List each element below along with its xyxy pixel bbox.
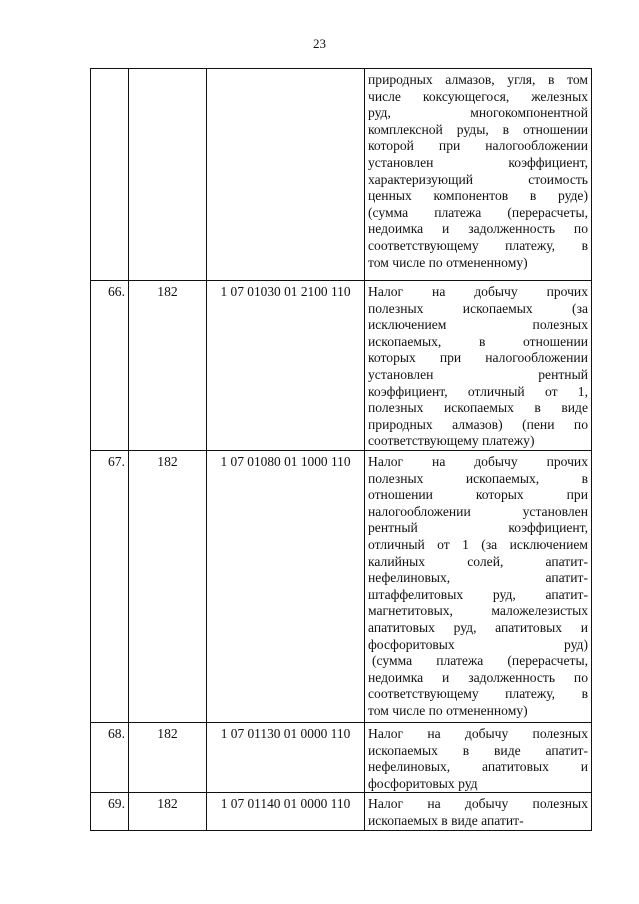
administrator-code-cell: 182 <box>129 281 207 451</box>
description-line: рентный коэффициент, <box>368 520 588 536</box>
description-line: налогообложении установлен <box>368 503 588 519</box>
description-cell <box>365 793 592 830</box>
budget-classification-code-cell: 1 07 01030 01 2100 110 <box>207 281 365 451</box>
administrator-code-cell: 182 <box>129 723 207 793</box>
description-line: отношении которых при <box>368 487 588 503</box>
description-line: Налог на добычу прочих <box>368 454 588 469</box>
budget-classification-code-cell: 1 07 01140 01 0000 110 <box>207 793 365 830</box>
table-row <box>91 281 592 451</box>
description-line: Налог на добычу полезных <box>368 796 588 812</box>
description-line: нефелиновых, апатитовых и <box>368 759 588 775</box>
description-line: которых при налогообложении <box>368 350 588 366</box>
description-line: недоимка и задолженность по <box>368 669 588 685</box>
description-line: отличный от 1 (за исключением <box>368 536 588 552</box>
description-line: полезных ископаемых (за <box>368 300 588 316</box>
description-line: соответствующему платежу, в <box>368 237 588 253</box>
description-cell <box>365 723 592 793</box>
description-line: магнетитовых, маложелезистых <box>368 603 588 619</box>
administrator-code-cell: 182 <box>129 793 207 830</box>
table-row <box>91 69 592 281</box>
description-line: которой при налогообложении <box>368 138 588 154</box>
budget-classification-code-cell <box>207 69 365 281</box>
row-number-cell: 66. <box>91 281 129 451</box>
description-line: комплексной руды, в отношении <box>368 121 588 137</box>
row-number-cell: 68. <box>91 723 129 793</box>
description-line: Налог на добычу полезных <box>368 726 588 741</box>
description-line: ископаемых в виде апатит- <box>368 742 588 758</box>
description-cell <box>365 281 592 451</box>
description-line: полезных ископаемых в виде <box>368 400 588 416</box>
description-line: фосфоритовых руд <box>368 775 478 791</box>
description-line: (сумма платежа (перерасчеты, <box>372 653 588 669</box>
revenue-codes-table <box>90 68 592 831</box>
description-line: установлен рентный <box>368 366 588 382</box>
description-line: установлен коэффициент, <box>368 154 588 170</box>
description-line: природных алмазов) (пени по <box>368 416 588 432</box>
description-line: нефелиновых, апатит- <box>368 570 588 586</box>
table-row <box>91 793 592 830</box>
description-line: исключением полезных <box>368 317 588 333</box>
description-line: ископаемых, в отношении <box>368 333 588 349</box>
administrator-code-cell <box>129 69 207 281</box>
row-number-cell: 69. <box>91 793 129 830</box>
description-line: апатитовых руд, апатитовых и <box>368 619 588 635</box>
description-line: фосфоритовых руд) <box>368 636 588 652</box>
description-line: штаффелитовых руд, апатит- <box>368 586 588 602</box>
budget-classification-code-cell: 1 07 01080 01 1000 110 <box>207 451 365 723</box>
description-line: том числе по отмененному) <box>368 254 528 270</box>
description-line: коэффициент, отличный от 1, <box>368 383 588 399</box>
row-number-cell: 67. <box>91 451 129 723</box>
description-line: числе коксующегося, железных <box>368 88 588 104</box>
table-row <box>91 723 592 793</box>
description-line: полезных ископаемых, в <box>368 470 588 486</box>
description-line: ценных компонентов в руде) <box>368 188 588 204</box>
row-number-cell <box>91 69 129 281</box>
description-line: ископаемых в виде апатит- <box>368 812 524 828</box>
description-line: (сумма платежа (перерасчеты, <box>368 204 588 220</box>
budget-classification-code-cell: 1 07 01130 01 0000 110 <box>207 723 365 793</box>
description-line: руд, многокомпонентной <box>368 105 588 121</box>
table-row <box>91 451 592 723</box>
description-line: калийных солей, апатит- <box>368 553 588 569</box>
description-line: соответствующему платежу, в <box>368 686 588 702</box>
description-line: характеризующий стоимость <box>368 171 588 187</box>
description-line: недоимка и задолженность по <box>368 221 588 237</box>
description-line: соответствующему платежу) <box>368 433 535 449</box>
description-line: природных алмазов, угля, в том <box>368 72 588 87</box>
description-line: Налог на добычу прочих <box>368 284 588 299</box>
description-line: том числе по отмененному) <box>368 702 528 718</box>
description-cell <box>365 451 592 723</box>
description-cell <box>365 69 592 281</box>
administrator-code-cell: 182 <box>129 451 207 723</box>
page-number: 23 <box>313 36 326 51</box>
